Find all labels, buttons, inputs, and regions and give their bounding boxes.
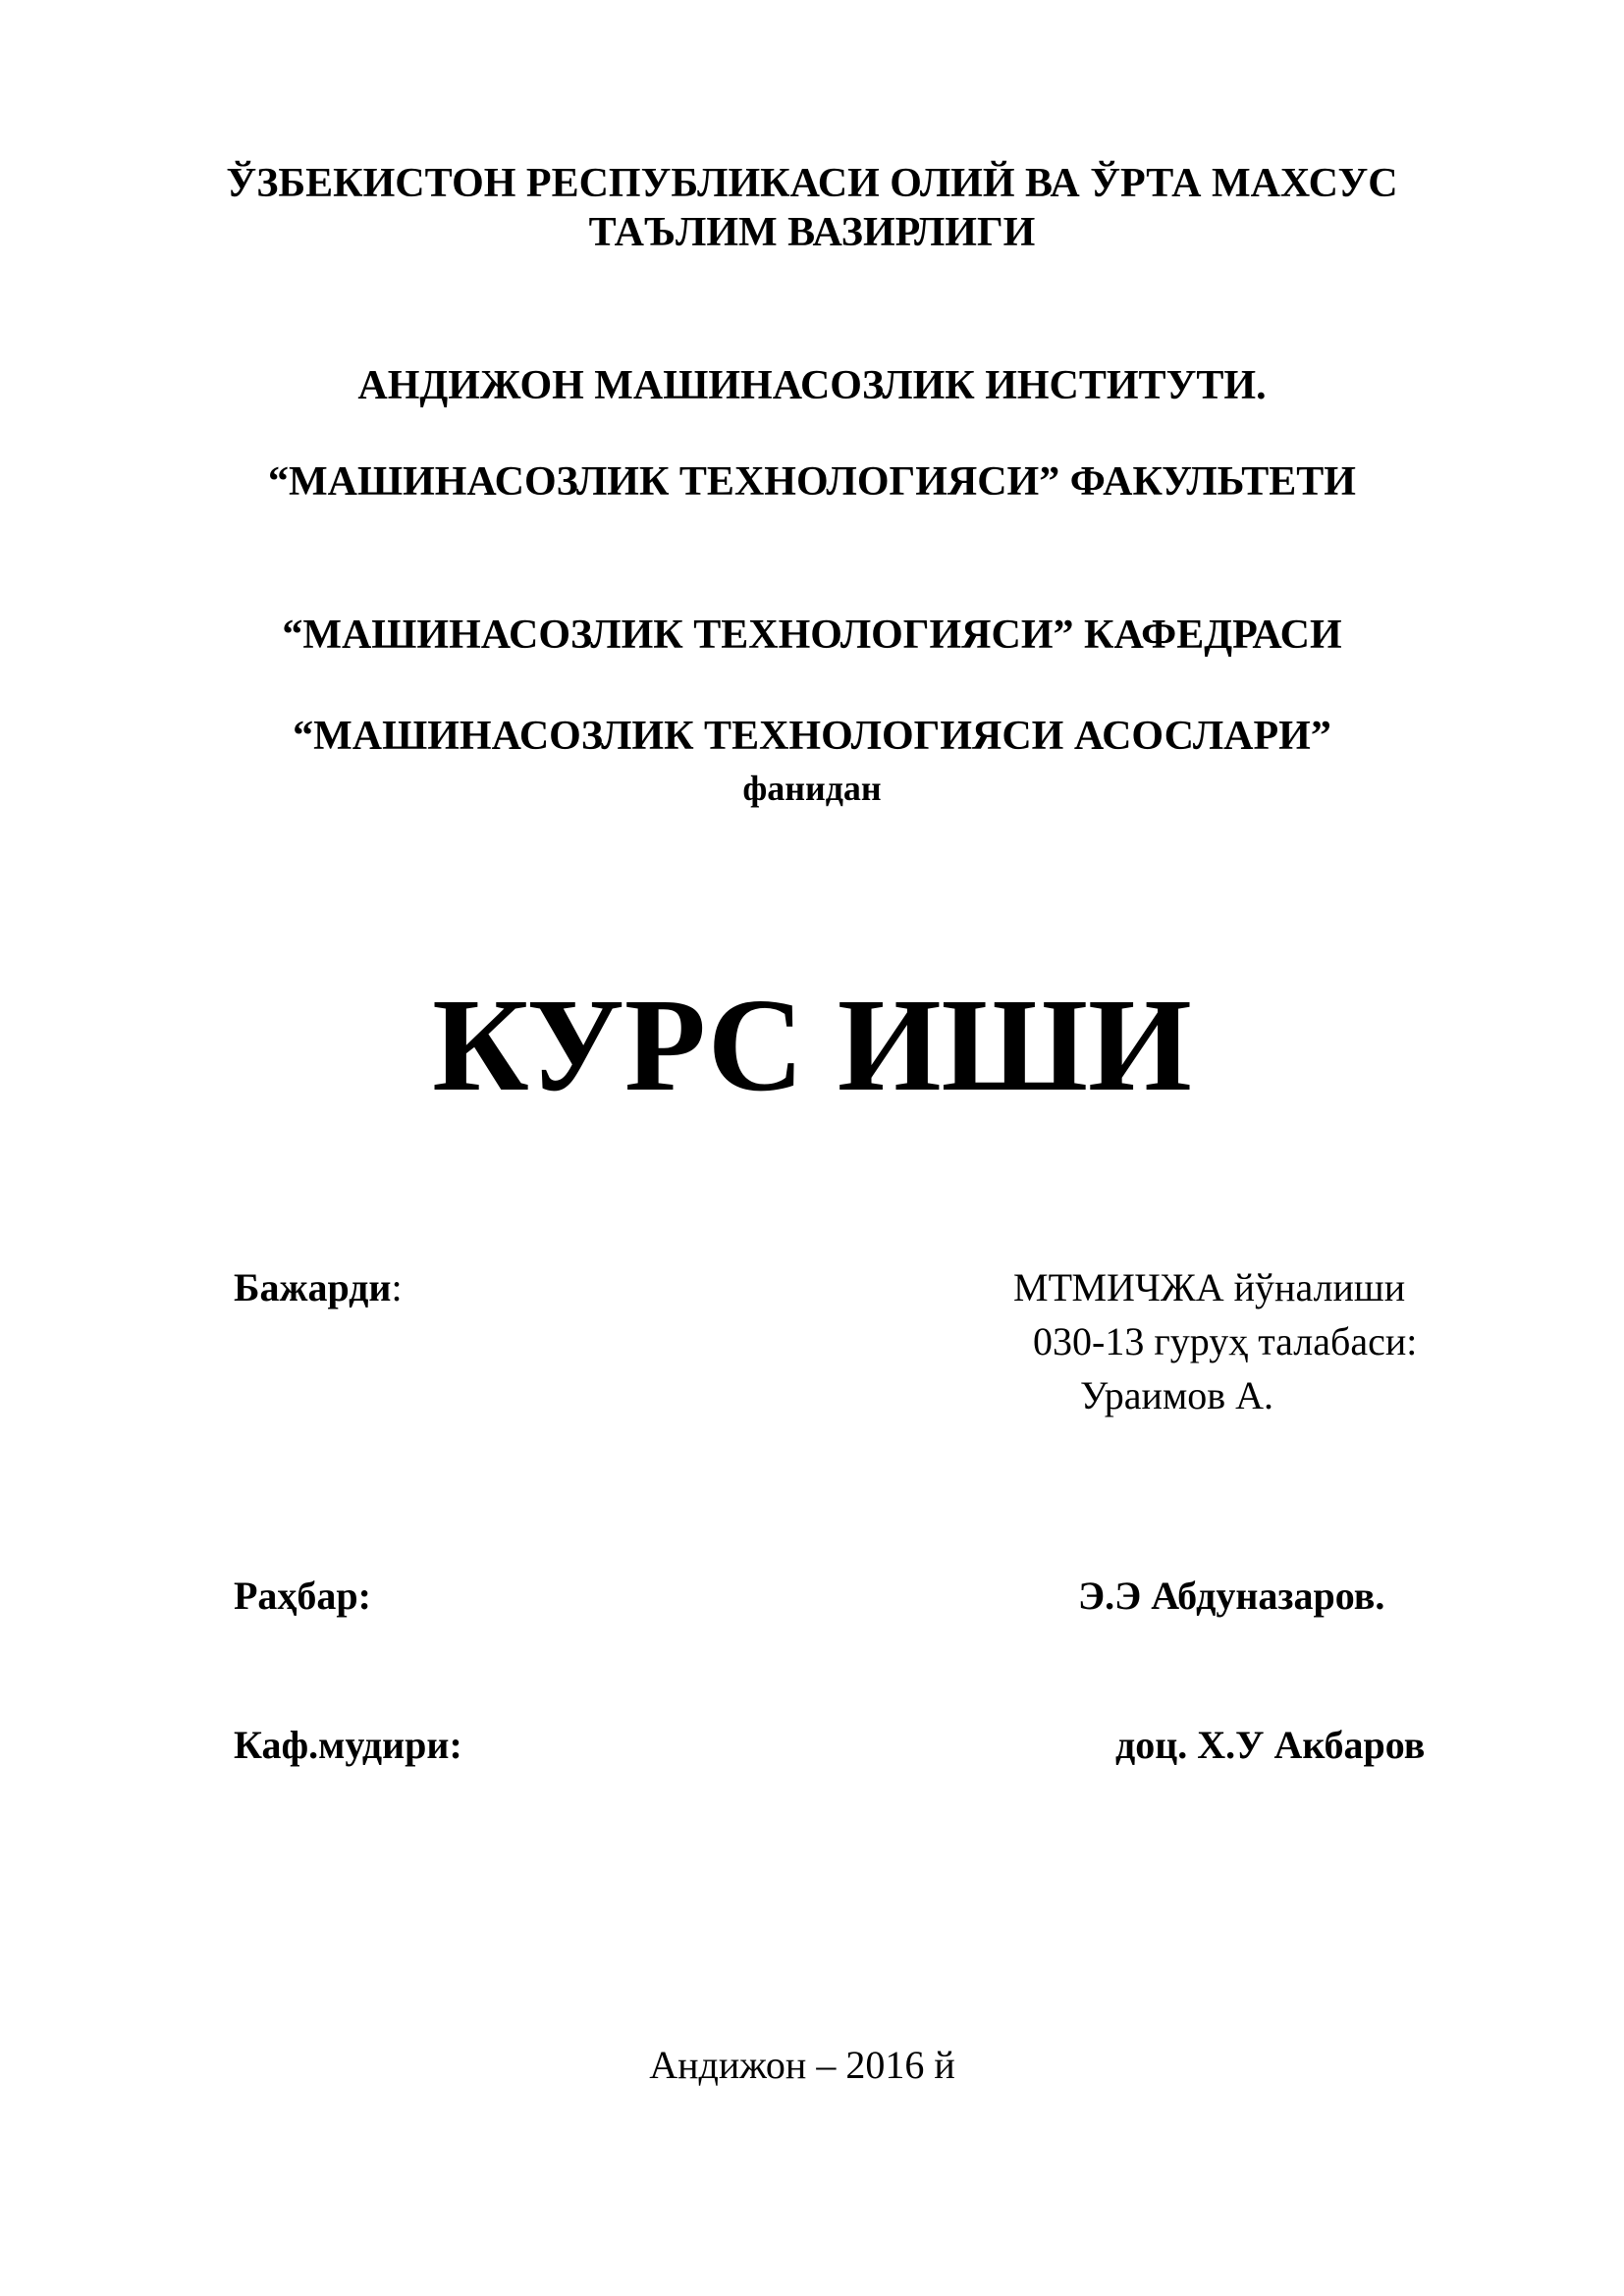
department-name: “МАШИНАСОЗЛИК ТЕХНОЛОГИЯСИ” КАФЕДРАСИ <box>282 613 1342 658</box>
head-of-department-label: Каф.мудири: <box>234 1723 462 1767</box>
subject-suffix: фанидан <box>742 769 882 808</box>
performed-by-direction: МТМИЧЖА йўналиши <box>1013 1265 1406 1309</box>
subject-name: “МАШИНАСОЗЛИК ТЕХНОЛОГИЯСИ АСОСЛАРИ” <box>293 714 1331 759</box>
performed-by-group: 030-13 гуруҳ талабаси: <box>1033 1319 1418 1363</box>
head-of-department-name: доц. Х.У Акбаров <box>1115 1723 1426 1767</box>
supervisor-label: Раҳбар: <box>234 1574 371 1618</box>
ministry-line-1: ЎЗБЕКИСТОН РЕСПУБЛИКАСИ ОЛИЙ ВА ЎРТА МАХСУС <box>226 161 1398 206</box>
performed-by-student: Ураимов А. <box>1080 1373 1274 1417</box>
institute-name: АНДИЖОН МАШИНАСОЗЛИК ИНСТИТУТИ. <box>357 363 1267 408</box>
footer-city-year: Андижон – 2016 й <box>649 2043 955 2087</box>
document-title: КУРС ИШИ <box>432 972 1192 1119</box>
ministry-line-2: ТАЪЛИМ ВАЗИРЛИГИ <box>588 210 1036 255</box>
faculty-name: “МАШИНАСОЗЛИК ТЕХНОЛОГИЯСИ” ФАКУЛЬТЕТИ <box>268 459 1356 505</box>
performed-by-label: Бажарди <box>234 1265 392 1309</box>
performed-by-colon: : <box>391 1265 403 1309</box>
supervisor-name: Э.Э Абдуназаров. <box>1078 1574 1385 1618</box>
performed-by-label-group <box>234 1264 403 1311</box>
